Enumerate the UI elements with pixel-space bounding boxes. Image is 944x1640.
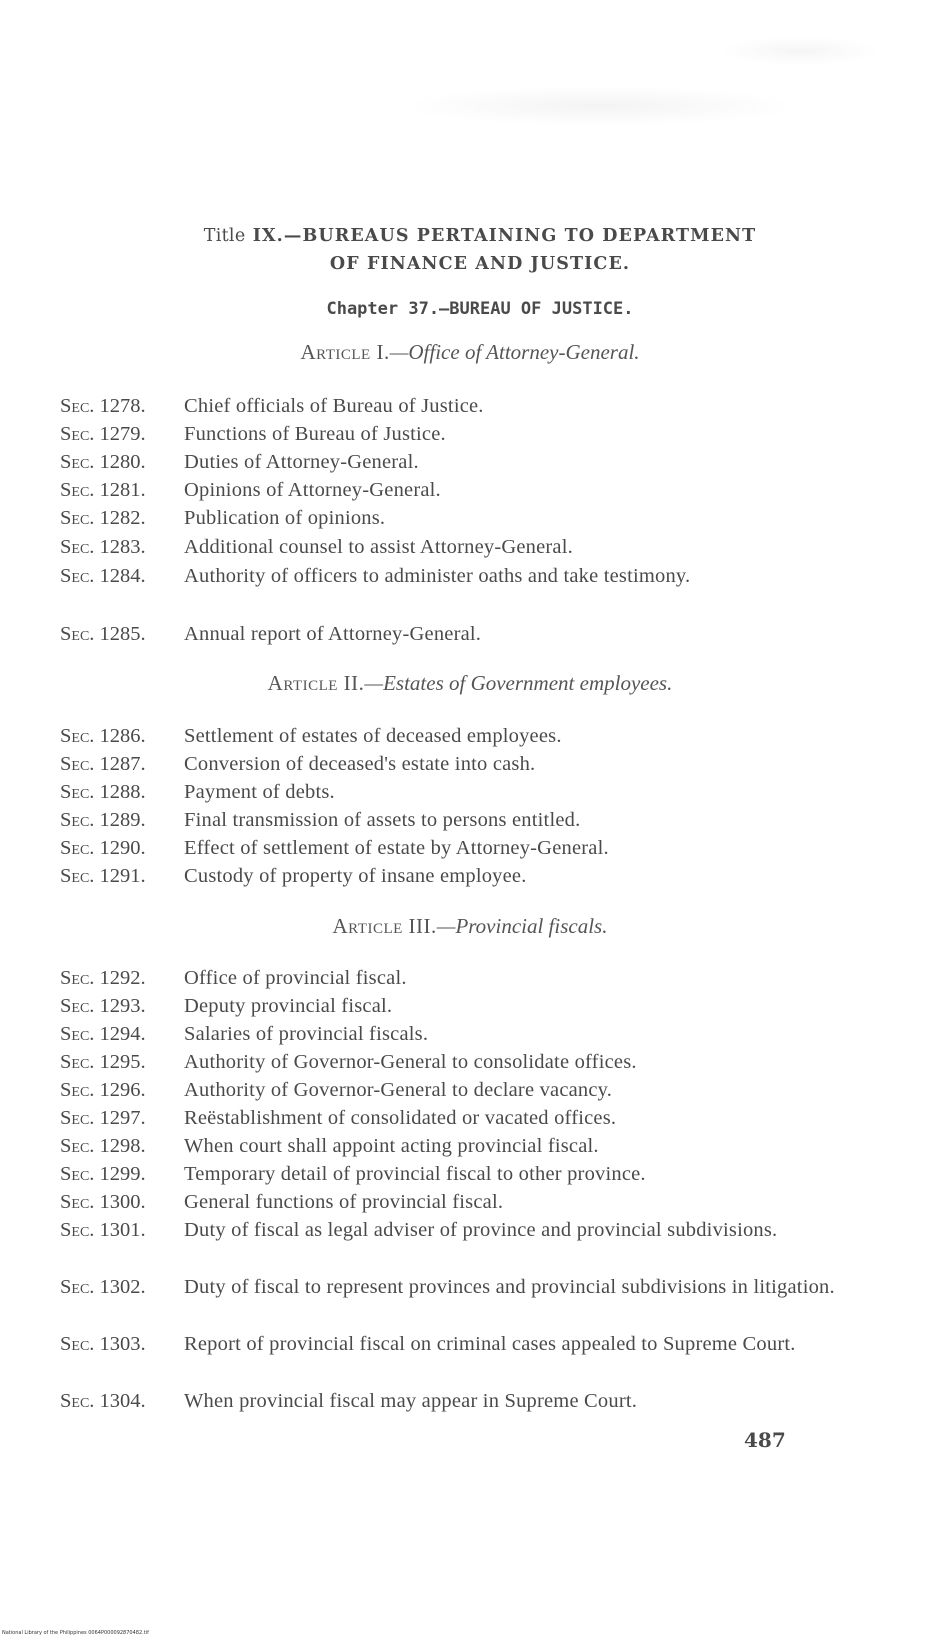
sec-number: 1294.	[99, 1023, 146, 1045]
sec-number: 1279.	[99, 423, 146, 445]
sec-text: Duty of fiscal to represent provinces and provincial subdivisions in litigation.	[184, 1276, 835, 1298]
section-entry	[60, 834, 860, 862]
section-entry	[60, 862, 860, 890]
sec-label: Sec.	[60, 1107, 95, 1129]
section-entry	[60, 1216, 860, 1244]
sec-text: Authority of Governor-General to consolidate offices.	[184, 1051, 637, 1073]
section-entry	[60, 1387, 820, 1415]
article-title: —Estates of Government employees.	[364, 671, 673, 695]
article-title: —Provincial fiscals.	[436, 914, 608, 938]
sec-label: Sec.	[60, 1079, 95, 1101]
sec-label: Sec.	[60, 995, 95, 1017]
sec-number: 1280.	[99, 451, 146, 473]
article-heading-1	[90, 340, 850, 365]
sec-number: 1278.	[99, 395, 146, 417]
sec-label: Sec.	[60, 565, 95, 587]
sec-text: Report of provincial fiscal on criminal cases appealed to Supreme Court.	[184, 1333, 796, 1355]
section-entry	[60, 420, 860, 448]
section-entry	[60, 1330, 860, 1358]
sec-label: Sec.	[60, 1135, 95, 1157]
sec-label: Sec.	[60, 865, 95, 887]
sec-number: 1283.	[99, 536, 146, 558]
sec-label: Sec.	[60, 837, 95, 859]
sec-text: Additional counsel to assist Attorney-General.	[184, 536, 573, 558]
sec-text: Authority of Governor-General to declare vacancy.	[184, 1079, 613, 1101]
section-entry	[60, 992, 860, 1020]
scan-footer: National Library of the Philippines 0064P000092870482.tif	[2, 1630, 149, 1636]
sec-label: Sec.	[60, 725, 95, 747]
section-entry	[60, 448, 860, 476]
section-entry	[60, 750, 860, 778]
sec-text: Functions of Bureau of Justice.	[184, 423, 446, 445]
sec-number: 1302.	[99, 1276, 146, 1298]
sec-number: 1281.	[99, 479, 146, 501]
section-entry	[60, 778, 860, 806]
sec-text: Conversion of deceased's estate into cash.	[184, 753, 536, 775]
sec-text: Opinions of Attorney-General.	[184, 479, 441, 501]
section-entry	[60, 1020, 860, 1048]
sec-text: Final transmission of assets to persons entitled.	[184, 809, 581, 831]
sec-label: Sec.	[60, 423, 95, 445]
section-entry	[60, 533, 860, 561]
chapter-heading: Chapter 37.—BUREAU OF JUSTICE.	[326, 299, 634, 319]
section-entry	[60, 392, 860, 420]
sec-number: 1290.	[99, 837, 146, 859]
sec-label: Sec.	[60, 967, 95, 989]
section-entry	[60, 1160, 860, 1188]
sec-label: Sec.	[60, 1276, 95, 1298]
scan-smudge	[720, 36, 880, 66]
page-number: 487	[744, 1428, 786, 1452]
sec-number: 1303.	[99, 1333, 146, 1355]
section-entry	[60, 1076, 860, 1104]
section-entry	[60, 1048, 860, 1076]
sec-text: Salaries of provincial fiscals.	[184, 1023, 429, 1045]
sec-label: Sec.	[60, 623, 95, 645]
sec-label: Sec.	[60, 507, 95, 529]
sec-label: Sec.	[60, 1051, 95, 1073]
section-entry	[60, 964, 860, 992]
sec-text: Deputy provincial fiscal.	[184, 995, 393, 1017]
sec-number: 1282.	[99, 507, 146, 529]
sec-text: Effect of settlement of estate by Attorney-General.	[184, 837, 609, 859]
title-line-2: OF FINANCE AND JUSTICE.	[329, 254, 631, 274]
sec-text: Settlement of estates of deceased employees.	[184, 725, 562, 747]
sec-label: Sec.	[60, 1023, 95, 1045]
section-entry	[60, 1132, 860, 1160]
sec-label: Sec.	[60, 395, 95, 417]
sec-label: Sec.	[60, 1163, 95, 1185]
sec-label: Sec.	[60, 1191, 95, 1213]
sec-number: 1299.	[99, 1163, 146, 1185]
sec-number: 1301.	[99, 1219, 146, 1241]
sec-number: 1285.	[99, 623, 146, 645]
section-entry	[60, 1104, 860, 1132]
section-entry	[60, 562, 860, 590]
section-entry	[60, 504, 860, 532]
sec-number: 1304.	[99, 1390, 146, 1412]
article-label: Article I.	[300, 340, 390, 364]
section-entry	[60, 1188, 860, 1216]
sec-number: 1289.	[99, 809, 146, 831]
sec-number: 1297.	[99, 1107, 146, 1129]
sec-number: 1292.	[99, 967, 146, 989]
section-entry	[60, 476, 860, 504]
sec-text: Annual report of Attorney-General.	[184, 623, 482, 645]
title-lead: Title	[203, 226, 246, 246]
sec-number: 1293.	[99, 995, 146, 1017]
sec-label: Sec.	[60, 1333, 95, 1355]
sec-number: 1286.	[99, 725, 146, 747]
title-text: IX.—BUREAUS PERTAINING TO DEPARTMENT	[252, 226, 757, 246]
sec-text: Temporary detail of provincial fiscal to other province.	[184, 1163, 646, 1185]
sec-label: Sec.	[60, 781, 95, 803]
section-entry	[60, 722, 860, 750]
sec-label: Sec.	[60, 809, 95, 831]
sec-text: Office of provincial fiscal.	[184, 967, 407, 989]
sec-text: Duties of Attorney-General.	[184, 451, 419, 473]
article-label: Article III.	[332, 914, 437, 938]
sec-number: 1291.	[99, 865, 146, 887]
sec-label: Sec.	[60, 451, 95, 473]
article-heading-2	[90, 671, 850, 696]
sec-number: 1284.	[99, 565, 146, 587]
sec-label: Sec.	[60, 1390, 95, 1412]
sec-label: Sec.	[60, 1219, 95, 1241]
sec-text: When provincial fiscal may appear in Supreme Court.	[184, 1390, 638, 1412]
sec-label: Sec.	[60, 479, 95, 501]
sec-text: When court shall appoint acting provincial fiscal.	[184, 1135, 599, 1157]
sec-text: Publication of opinions.	[184, 507, 386, 529]
sec-number: 1295.	[99, 1051, 146, 1073]
section-entry	[60, 806, 860, 834]
sec-text: Authority of officers to administer oaths and take testimony.	[184, 565, 691, 587]
section-entry	[60, 620, 860, 648]
title-line-1	[100, 226, 860, 246]
scan-smudge	[400, 86, 800, 126]
sec-number: 1296.	[99, 1079, 146, 1101]
sec-text: Duty of fiscal as legal adviser of province and provincial subdivisions.	[184, 1219, 778, 1241]
sec-label: Sec.	[60, 536, 95, 558]
sec-label: Sec.	[60, 753, 95, 775]
sec-number: 1287.	[99, 753, 146, 775]
sec-number: 1300.	[99, 1191, 146, 1213]
sec-text: Custody of property of insane employee.	[184, 865, 527, 887]
sec-text: General functions of provincial fiscal.	[184, 1191, 504, 1213]
sec-number: 1298.	[99, 1135, 146, 1157]
sec-number: 1288.	[99, 781, 146, 803]
sec-text: Payment of debts.	[184, 781, 335, 803]
section-entry	[60, 1273, 860, 1301]
article-heading-3	[90, 914, 850, 939]
article-title: —Office of Attorney-General.	[389, 340, 640, 364]
sec-text: Reëstablishment of consolidated or vacated offices.	[184, 1107, 617, 1129]
article-label: Article II.	[267, 671, 365, 695]
sec-text: Chief officials of Bureau of Justice.	[184, 395, 484, 417]
